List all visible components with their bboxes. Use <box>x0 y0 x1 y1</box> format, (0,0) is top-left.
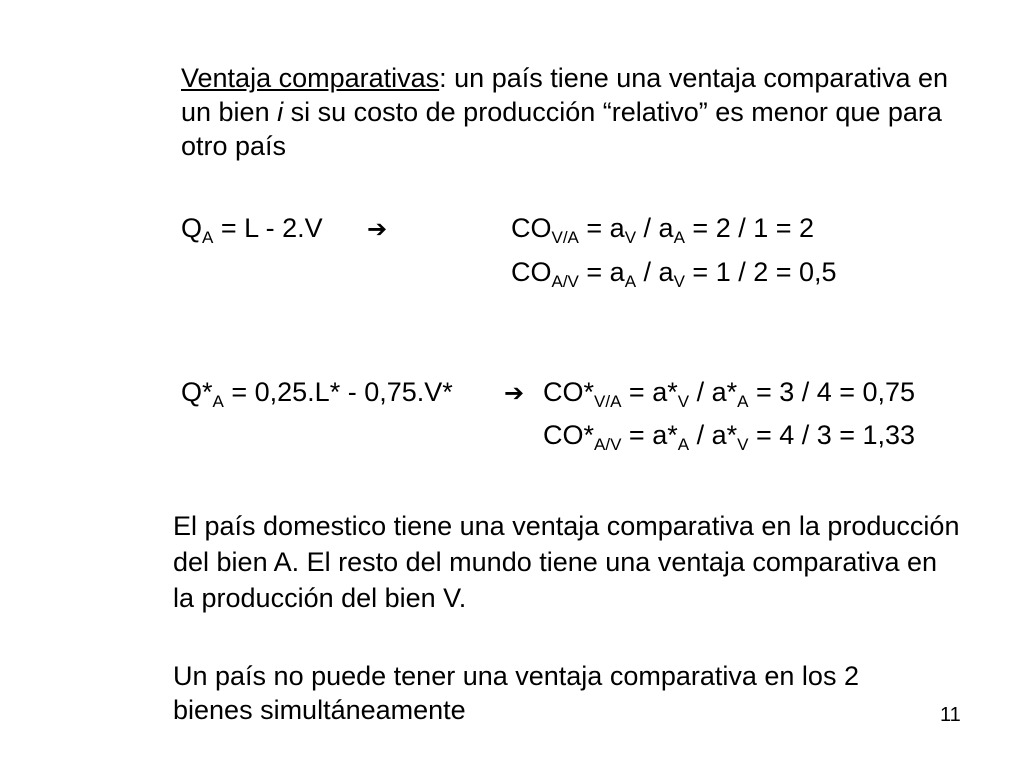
home-opportunity-cost-av <box>511 255 837 289</box>
home-opportunity-cost-va <box>511 211 814 245</box>
foreign-q-subscript: A <box>212 392 224 411</box>
home-arrow-icon: ➔ <box>367 215 388 243</box>
home-q-symbol: Q <box>181 213 203 243</box>
foreign-production-equation <box>181 375 453 409</box>
foreign-co2-subscript-2: A <box>677 435 690 454</box>
home-production-equation <box>181 211 323 245</box>
foreign-co1-subscript-2: V <box>677 392 690 411</box>
foreign-arrow-icon: ➔ <box>504 379 525 407</box>
page-number: 11 <box>940 704 961 726</box>
home-co2-subscript: A/V <box>551 272 579 291</box>
note-paragraph: Un país no puede tener una ventaja comparativa en los 2 bienes simultáneamente <box>173 661 859 725</box>
foreign-q-symbol: Q* <box>181 377 213 407</box>
foreign-opportunity-cost-av <box>543 418 915 452</box>
home-co2-part-2: / a <box>636 257 674 287</box>
foreign-co1-symbol: CO* <box>543 377 595 407</box>
foreign-co1-part-2: / a* <box>689 377 738 407</box>
home-co1-part: = a <box>578 213 625 243</box>
foreign-co1-part: = a* <box>621 377 678 407</box>
home-q-subscript: A <box>202 228 214 247</box>
foreign-co1-subscript-3: A <box>737 392 749 411</box>
foreign-co1-subscript: V/A <box>594 392 622 411</box>
home-co2-subscript-3: V <box>673 272 685 291</box>
home-co1-part-2: / a <box>636 213 674 243</box>
home-co1-subscript-3: A <box>673 228 685 247</box>
definition-variable: i <box>277 97 284 127</box>
foreign-co2-part-2: / a* <box>689 420 738 450</box>
definition-paragraph <box>181 61 981 163</box>
home-co2-result: = 1 / 2 = 0,5 <box>684 257 837 287</box>
foreign-co1-result: = 3 / 4 = 0,75 <box>748 377 916 407</box>
foreign-q-expression: = 0,25.L* - 0,75.V* <box>223 377 453 407</box>
foreign-co2-symbol: CO* <box>543 420 595 450</box>
foreign-co2-subscript: A/V <box>594 435 622 454</box>
foreign-opportunity-cost-va <box>543 375 915 409</box>
definition-term: Ventaja comparativas <box>181 63 440 93</box>
foreign-co2-result: = 4 / 3 = 1,33 <box>748 420 916 450</box>
home-co1-subscript: V/A <box>551 228 579 247</box>
foreign-co2-part: = a* <box>621 420 678 450</box>
home-q-expression: = L - 2.V <box>213 213 323 243</box>
definition-text-b: si su costo de producción “relativo” es menor que para otro país <box>181 97 942 161</box>
conclusion-paragraph: El país domestico tiene una ventaja comparativa en la producción del bien A. El resto del mundo tiene una ventaja comparativa en la producción del bien V. <box>173 511 960 613</box>
home-co2-symbol: CO <box>511 257 552 287</box>
definition-text-a: : un país tiene una ventaja comparativa en un bien <box>181 63 948 127</box>
foreign-co2-subscript-3: V <box>737 435 749 454</box>
home-co2-subscript-2: A <box>624 272 637 291</box>
home-co1-subscript-2: V <box>624 228 637 247</box>
home-co2-part: = a <box>578 257 625 287</box>
home-co1-symbol: CO <box>511 213 552 243</box>
home-co1-result: = 2 / 1 = 2 <box>684 213 815 243</box>
